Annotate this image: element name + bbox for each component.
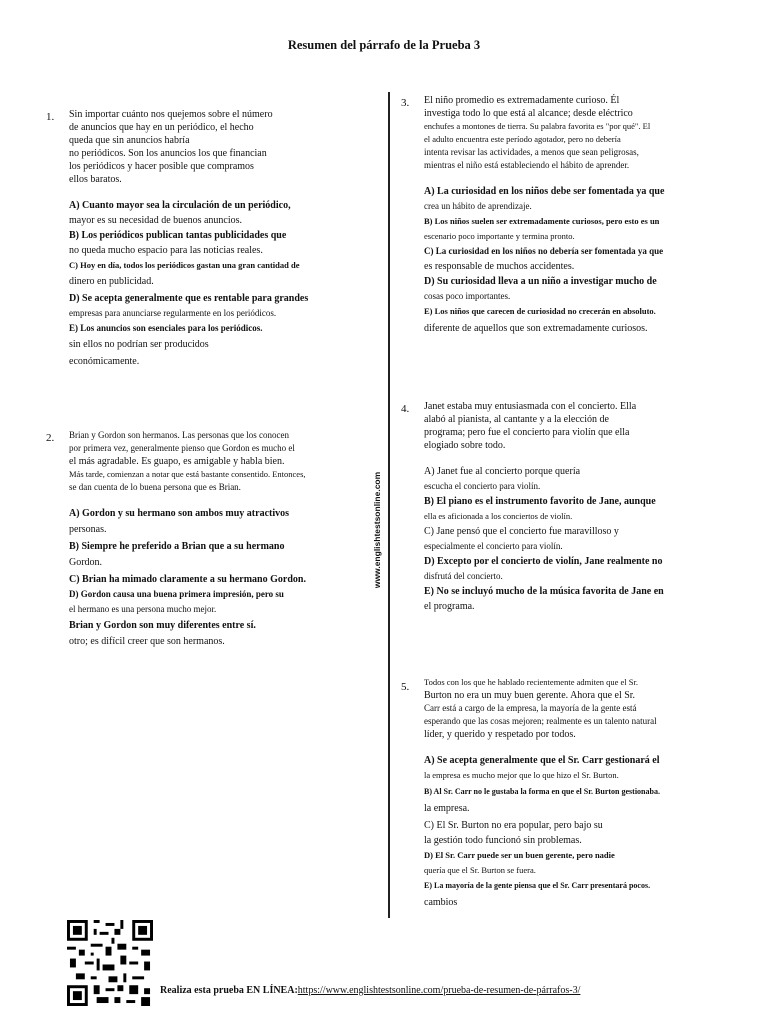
question-4 xyxy=(424,400,664,614)
option-d[interactable]: D) Se acepta generalmente que es rentable para grandes xyxy=(69,293,309,304)
option-b[interactable]: B) Los niños suelen ser extremadamente curiosos, pero esto es un xyxy=(424,216,660,226)
option-b[interactable]: B) Los periódicos publican tantas publicidades que xyxy=(69,230,287,241)
option-e[interactable]: E) Los niños que carecen de curiosidad no crecerán en absoluto. xyxy=(424,306,656,316)
side-website-text: www.englishtestsonline.com xyxy=(372,471,382,589)
question-3 xyxy=(424,94,664,339)
answer-options: A) Janet fue al concierto porque quería escucha el concierto para violín. B) El piano es el instrumento favorito de Jane, aunque ella es aficionada a los conciertos de violín. C) Jane pensó que el concierto fue maravilloso y especialmente el concierto para violín. D) Excepto por el concierto de violín, Jane realmente no disfrutá del concierto. E) No se incluyó mucho de la música favorita de Jane en el programa. xyxy=(424,466,664,612)
option-a[interactable]: A) Gordon y su hermano son ambos muy atractivos xyxy=(69,508,290,519)
option-a[interactable]: A) La curiosidad en los niños debe ser fomentada ya que xyxy=(424,186,665,197)
answer-options: A) Cuanto mayor sea la circulación de un periódico, mayor es su necesidad de buenos anuncios. B) Los periódicos publican tantas publicidades que no queda mucho espacio para las noticias reales. C) Hoy en día, todos los periódicos gastan una gran cantidad de dinero en publicidad. D) Se acepta generalmente que es rentable para grandes empresas para anunciarse regularmente en los periódicos. E) Los anuncios son esenciales para los periódicos. sin ellos no podrían ser producidos económicamente. xyxy=(69,200,309,367)
option-b[interactable]: B) Siempre he preferido a Brian que a su hermano xyxy=(69,541,285,552)
passage: Brian y Gordon son hermanos. Las personas que los conocen por primera vez, generalmente pienso que Gordon es mucho el el más agradable. Es guapo, es amigable y habla bien. Más tarde, comienzan a notar que está bastante consentido. Entonces, se dan cuenta de lo buena persona que es Brian. xyxy=(69,430,306,492)
option-e[interactable]: E) No se incluyó mucho de la música favorita de Jane en xyxy=(424,586,664,597)
option-c[interactable]: C) Brian ha mimado claramente a su hermano Gordon. xyxy=(69,574,306,585)
page-title: Resumen del párrafo de la Prueba 3 xyxy=(287,38,481,52)
option-a[interactable]: A) Cuanto mayor sea la circulación de un periódico, xyxy=(69,200,291,211)
question-5 xyxy=(424,676,660,913)
qr-code xyxy=(66,920,154,1006)
option-c[interactable]: C) Jane pensó que el concierto fue maravilloso y xyxy=(424,526,619,537)
answer-options: A) Se acepta generalmente que el Sr. Carr gestionará el la empresa es mucho mejor que lo que hizo el Sr. Burton. B) Al Sr. Carr no le gustaba la forma en que el Sr. Burton gestionaba. la empresa. C) El Sr. Burton no era popular, pero bajo su la gestión todo funcionó sin problemas. D) El Sr. Carr puede ser un buen gerente, pero nadie quería que el Sr. Burton se fuera. E) La mayoría de la gente piensa que el Sr. Carr presentará pocos. cambios xyxy=(424,755,660,908)
passage: El niño promedio es extremadamente curioso. Él investiga todo lo que está al alcance; desde eléctrico enchufes a montones de tierra. Su palabra favorita es "por qué". El el adulto encuentra este período agotador, pero no debería intenta revisar las actividades, a menos que sean peligrosas, mientras el niño está estableciendo el hábito de aprender. xyxy=(424,95,651,170)
option-c[interactable]: C) El Sr. Burton no era popular, pero bajo su xyxy=(424,820,603,831)
question-number: 5. xyxy=(401,681,410,693)
option-d[interactable]: D) Gordon causa una buena primera impresión, pero su xyxy=(69,589,284,599)
option-d[interactable]: D) Su curiosidad lleva a un niño a investigar mucho de xyxy=(424,276,657,287)
option-a[interactable]: A) Se acepta generalmente que el Sr. Carr gestionará el xyxy=(424,755,660,766)
option-e[interactable]: E) La mayoría de la gente piensa que el Sr. Carr presentará pocos. xyxy=(424,881,651,890)
column-divider xyxy=(388,92,390,918)
passage: Sin importar cuánto nos quejemos sobre el número de anuncios que hay en un periódico, el hecho queda que sin anuncios habría no periódicos. Son los anuncios los que financian los periódicos y hacer posible que compramos ellos baratos. xyxy=(69,109,273,185)
option-c[interactable]: C) La curiosidad en los niños no debería ser fomentada ya que xyxy=(424,246,664,256)
option-d[interactable]: D) Excepto por el concierto de violín, Jane realmente no xyxy=(424,556,663,567)
question-number: 1. xyxy=(46,111,55,123)
question-2 xyxy=(69,429,306,649)
answer-options: A) La curiosidad en los niños debe ser fomentada ya que crea un hábito de aprendizaje. B) Los niños suelen ser extremadamente curiosos, pero esto es un escenario poco importante y termina pronto. C) La curiosidad en los niños no debería ser fomentada ya que es responsable de muchos accidentes. D) Su curiosidad lleva a un niño a investigar mucho de cosas poco importantes. E) Los niños que carecen de curiosidad no crecerán en absoluto. diferente de aquellos que son extremadamente curiosos. xyxy=(424,186,665,334)
option-e[interactable]: Brian y Gordon son muy diferentes entre sí. xyxy=(69,620,256,631)
option-e[interactable]: E) Los anuncios son esenciales para los periódicos. xyxy=(69,323,263,333)
option-c[interactable]: C) Hoy en día, todos los periódicos gastan una gran cantidad de xyxy=(69,260,300,270)
footer-label: Realiza esta prueba EN LÍNEA: xyxy=(160,985,298,996)
answer-options: A) Gordon y su hermano son ambos muy atractivos personas. B) Siempre he preferido a Brian que a su hermano Gordon. C) Brian ha mimado claramente a su hermano Gordon. D) Gordon causa una buena primera impresión, pero su el hermano es una persona mucho mejor. Brian y Gordon son muy diferentes entre sí. otro; es difícil creer que son hermanos. xyxy=(69,508,306,647)
option-b[interactable]: B) Al Sr. Carr no le gustaba la forma en que el Sr. Burton gestionaba. xyxy=(424,787,660,796)
question-number: 2. xyxy=(46,432,55,444)
passage: Janet estaba muy entusiasmada con el concierto. Ella alabó al pianista, al cantante y a la elección de programa; pero fue el concierto para violín que ella elogiado sobre todo. xyxy=(424,401,637,451)
option-d[interactable]: D) El Sr. Carr puede ser un buen gerente, pero nadie xyxy=(424,850,615,860)
footer xyxy=(160,985,580,996)
option-b[interactable]: B) El piano es el instrumento favorito de Jane, aunque xyxy=(424,496,656,507)
footer-link[interactable]: https://www.englishtestsonline.com/prueba-de-resumen-de-párrafos-3/ xyxy=(297,985,581,996)
question-number: 4. xyxy=(401,403,410,415)
passage: Todos con los que he hablado recientemente admiten que el Sr. Burton no era un muy buen gerente. Ahora que el Sr. Carr está a cargo de la empresa, la mayoría de la gente está esperando que las cosas mejoren; realmente es un talento natural líder, y querido y respetado por todos. xyxy=(424,677,657,740)
question-1 xyxy=(69,108,308,369)
question-number: 3. xyxy=(401,97,410,109)
option-a[interactable]: A) Janet fue al concierto porque quería xyxy=(424,466,581,477)
